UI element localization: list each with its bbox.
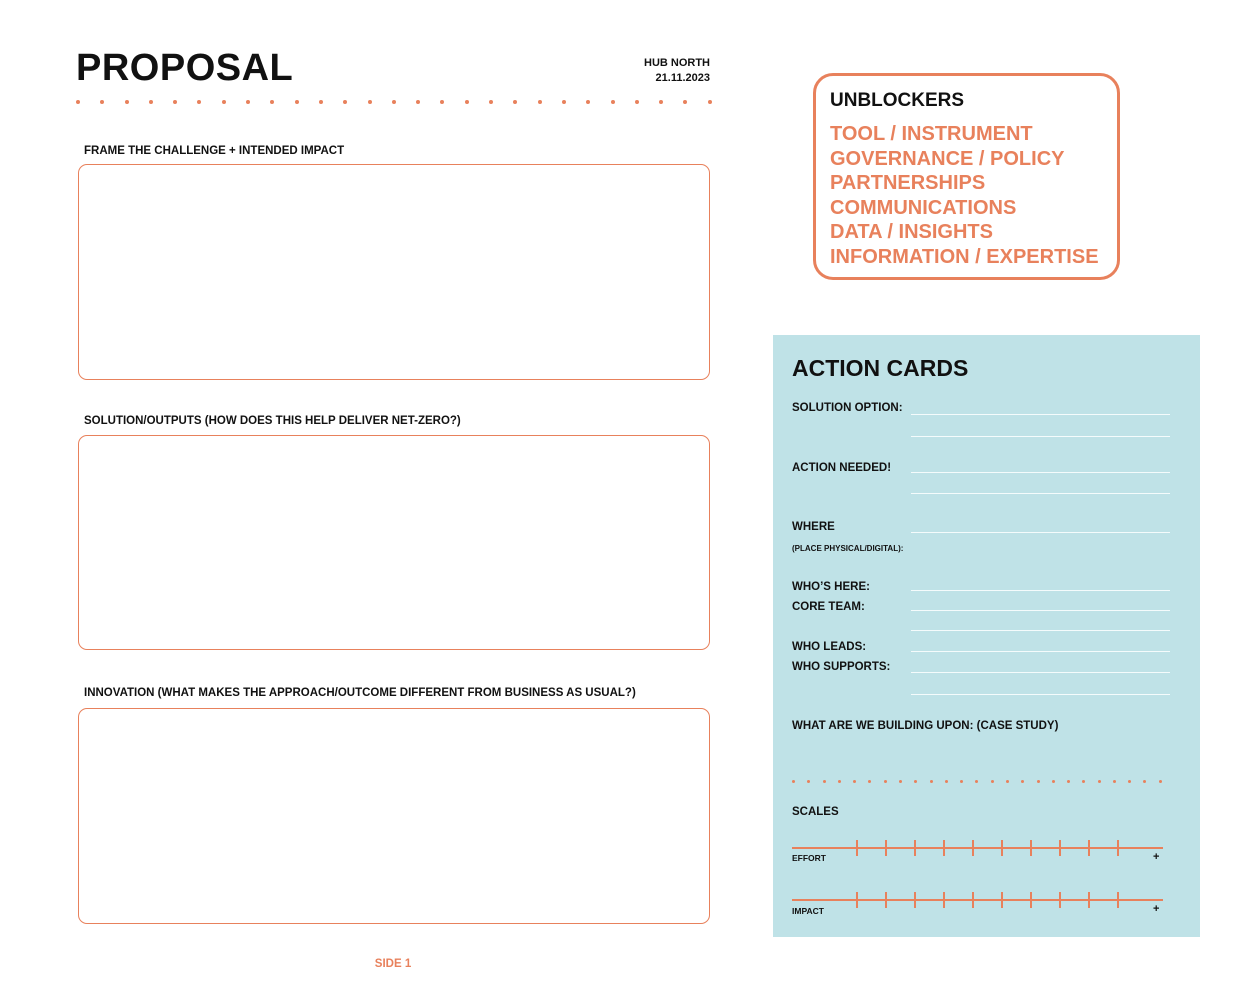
scale-tick: [1059, 892, 1061, 908]
divider-dot: [635, 100, 639, 104]
unblocker-item: DATA / INSIGHTS: [830, 221, 993, 243]
section-label-challenge: FRAME THE CHALLENGE + INTENDED IMPACT: [84, 145, 345, 157]
divider-dot: [1037, 780, 1040, 783]
core-team-line[interactable]: [911, 630, 1170, 631]
action-card: [773, 335, 1200, 937]
hub-info: [560, 56, 710, 86]
scale-tick: [856, 840, 858, 856]
unblocker-item: GOVERNANCE / POLICY: [830, 147, 1065, 170]
who-supports-label: WHO SUPPORTS:: [792, 661, 891, 673]
divider-dot: [392, 100, 396, 104]
divider-dot: [708, 100, 712, 104]
divider-dot: [100, 100, 104, 104]
dotted-divider: [76, 100, 712, 108]
divider-dot: [368, 100, 372, 104]
challenge-textbox[interactable]: [78, 164, 710, 380]
scale-tick: [1030, 840, 1032, 856]
who-leads-line[interactable]: [911, 651, 1170, 652]
effort-scale[interactable]: [792, 840, 1163, 856]
divider-dot: [125, 100, 129, 104]
divider-dot: [76, 100, 80, 104]
scale-tick: [1088, 840, 1090, 856]
divider-dot: [343, 100, 347, 104]
scale-tick: [943, 892, 945, 908]
divider-dot: [513, 100, 517, 104]
effort-label: EFFORT: [792, 853, 826, 863]
scale-tick: [1117, 840, 1119, 856]
divider-dot: [884, 780, 887, 783]
scale-tick: [1059, 840, 1061, 856]
scale-tick: [885, 840, 887, 856]
solution-option-label: SOLUTION OPTION:: [792, 402, 903, 414]
who-leads-label: WHO LEADS:: [792, 641, 867, 653]
unblocker-item: PARTNERSHIPS: [830, 172, 986, 194]
divider-dot: [319, 100, 323, 104]
impact-plus: +: [1153, 903, 1160, 915]
divider-dot: [792, 780, 795, 783]
section-label-solution: SOLUTION/OUTPUTS (HOW DOES THIS HELP DELIVER NET-ZERO?): [84, 415, 461, 427]
divider-dot: [611, 100, 615, 104]
divider-dot: [246, 100, 250, 104]
impact-label: IMPACT: [792, 906, 824, 916]
divider-dot: [853, 780, 856, 783]
divider-dot: [197, 100, 201, 104]
action-needed-line[interactable]: [911, 472, 1170, 473]
solution-textbox[interactable]: [78, 435, 710, 650]
divider-dot: [868, 780, 871, 783]
divider-dot: [1143, 780, 1146, 783]
divider-dot: [1006, 780, 1009, 783]
divider-dot: [838, 780, 841, 783]
divider-dot: [222, 100, 226, 104]
scale-tick: [1001, 892, 1003, 908]
divider-dot: [807, 780, 810, 783]
scale-tick: [943, 840, 945, 856]
building-upon-label: WHAT ARE WE BUILDING UPON: (CASE STUDY): [792, 720, 1059, 732]
divider-dot: [1082, 780, 1085, 783]
divider-dot: [899, 780, 902, 783]
where-line[interactable]: [911, 532, 1170, 533]
divider-dot: [1098, 780, 1101, 783]
scale-bar: [792, 847, 1163, 849]
divider-dot: [1067, 780, 1070, 783]
core-team-line[interactable]: [911, 610, 1170, 611]
divider-dot: [416, 100, 420, 104]
divider-dot: [914, 780, 917, 783]
unblockers-list: [830, 122, 1099, 269]
divider-dot: [586, 100, 590, 104]
action-needed-label: ACTION NEEDED!: [792, 462, 892, 474]
divider-dot: [440, 100, 444, 104]
card-dotted-divider: [792, 780, 1162, 784]
unblockers-panel: [813, 73, 1120, 280]
divider-dot: [1021, 780, 1024, 783]
scale-tick: [1001, 840, 1003, 856]
innovation-textbox[interactable]: [78, 708, 710, 924]
solution-option-line[interactable]: [911, 436, 1170, 437]
divider-dot: [149, 100, 153, 104]
divider-dot: [1113, 780, 1116, 783]
divider-dot: [823, 780, 826, 783]
divider-dot: [1052, 780, 1055, 783]
scale-bar: [792, 899, 1163, 901]
where-sub-label: (PLACE PHYSICAL/DIGITAL):: [792, 544, 904, 553]
unblocker-item: TOOL / INSTRUMENT: [830, 123, 1033, 145]
scales-label: SCALES: [792, 806, 839, 818]
divider-dot: [975, 780, 978, 783]
divider-dot: [960, 780, 963, 783]
divider-dot: [489, 100, 493, 104]
unblocker-item: INFORMATION / EXPERTISE: [830, 245, 1099, 268]
divider-dot: [930, 780, 933, 783]
scale-tick: [1117, 892, 1119, 908]
scale-tick: [914, 840, 916, 856]
divider-dot: [659, 100, 663, 104]
scale-tick: [972, 840, 974, 856]
divider-dot: [538, 100, 542, 104]
divider-dot: [1128, 780, 1131, 783]
divider-dot: [683, 100, 687, 104]
scale-tick: [885, 892, 887, 908]
divider-dot: [173, 100, 177, 104]
action-card-title: ACTION CARDS: [792, 355, 969, 381]
scale-tick: [1088, 892, 1090, 908]
scale-tick: [914, 892, 916, 908]
divider-dot: [1159, 780, 1162, 783]
who-supports-line[interactable]: [911, 694, 1170, 695]
page-title: PROPOSAL: [76, 47, 294, 89]
scale-tick: [856, 892, 858, 908]
whos-here-line[interactable]: [911, 590, 1170, 591]
divider-dot: [270, 100, 274, 104]
section-label-innovation: INNOVATION (WHAT MAKES THE APPROACH/OUTCOME DIFFERENT FROM BUSINESS AS USUAL?): [84, 687, 636, 699]
divider-dot: [295, 100, 299, 104]
side-label: SIDE 1: [374, 958, 412, 970]
scale-tick: [972, 892, 974, 908]
divider-dot: [945, 780, 948, 783]
scale-tick: [1030, 892, 1032, 908]
unblockers-title: UNBLOCKERS: [830, 90, 965, 111]
impact-scale[interactable]: [792, 892, 1163, 908]
solution-option-line[interactable]: [911, 414, 1170, 415]
divider-dot: [562, 100, 566, 104]
who-supports-line[interactable]: [911, 672, 1170, 673]
divider-dot: [991, 780, 994, 783]
unblocker-item: COMMUNICATIONS: [830, 196, 1017, 219]
action-needed-line[interactable]: [911, 493, 1170, 494]
effort-plus: +: [1153, 851, 1160, 863]
whos-here-label: WHO’S HERE:: [792, 581, 870, 593]
where-label: WHERE: [792, 521, 835, 533]
hub-name: HUB NORTH: [644, 57, 710, 69]
hub-date: 21.11.2023: [655, 72, 710, 84]
core-team-label: CORE TEAM:: [792, 601, 865, 613]
divider-dot: [465, 100, 469, 104]
